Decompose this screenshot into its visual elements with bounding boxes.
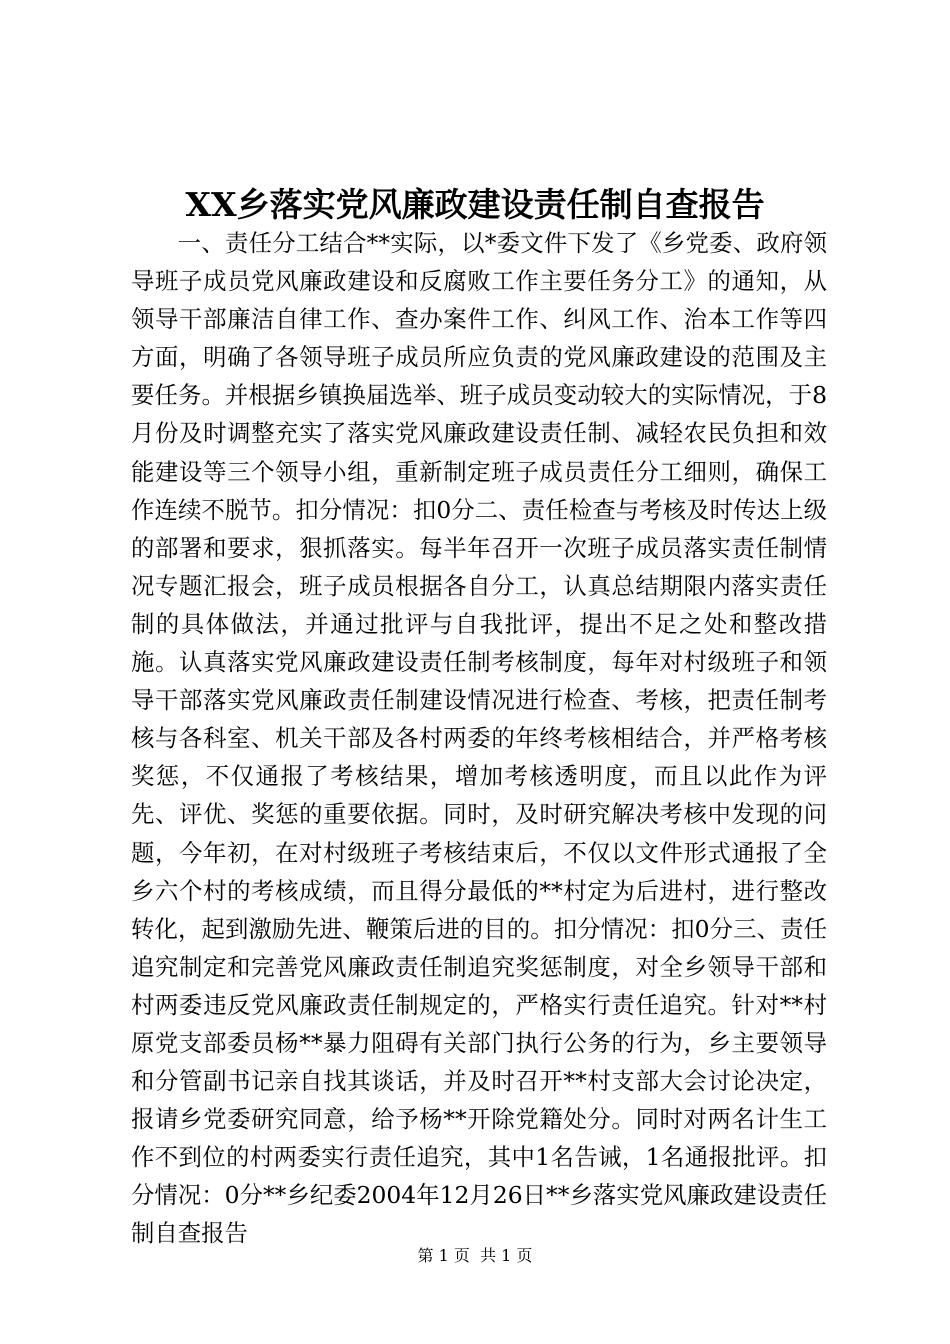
document-title: XX乡落实党风廉政建设责任制自查报告	[185, 185, 765, 224]
document-body: 一、责任分工结合**实际，以*委文件下发了《乡党委、政府领导班子成员党风廉政建设和反腐败工作主要任务分工》的通知，从领导干部廉洁自律工作、查办案件工作、纠风工作、治本工作等四方面，明确了各领导班子成员所应负责的党风廉政建设的范围及主要任务。并根据乡镇换届选举、班子成员变动较大的实际情况，于8月份及时调整充实了落实党风廉政建设责任制、减轻农民负担和效能建设等三个领导小组，重新制定班子成员责任分工细则，确保工作连续不脱节。扣分情况：扣0分二、责任检查与考核及时传达上级的部署和要求，狠抓落实。每半年召开一次班子成员落实责任制情况专题汇报会，班子成员根据各自分工，认真总结期限内落实责任制的具体做法，并通过批评与自我批评，提出不足之处和整改措施。认真落实党风廉政建设责任制考核制度，每年对村级班子和领导干部落实党风廉政责任制建设情况进行检查、考核，把责任制考核与各科室、机关干部及各村两委的年终考核相结合，并严格考核奖惩，不仅通报了考核结果，增加考核透明度，而且以此作为评先、评优、奖惩的重要依据。同时，及时研究解决考核中发现的问题，今年初，在对村级班子考核结束后，不仅以文件形式通报了全乡六个村的考核成绩，而且得分最低的**村定为后进村，进行整改转化，起到激励先进、鞭策后进的目的。扣分情况：扣0分三、责任追究制定和完善党风廉政责任制追究奖惩制度，对全乡领导干部和村两委违反党风廉政责任制规定的，严格实行责任追究。针对**村原党支部委员杨**暴力阻碍有关部门执行公务的行为，乡主要领导和分管副书记亲自找其谈话，并及时召开**村支部大会讨论决定，报请乡党委研究同意，给予杨**开除党籍处分。同时对两名计生工作不到位的村两委实行责任追究，其中1名告诫，1名通报批评。扣分情况：0分**乡纪委2004年12月26日**乡落实党风廉政建设责任制自查报告	[131, 229, 827, 1248]
page-number: 第 1 页 共 1 页	[417, 1246, 533, 1265]
